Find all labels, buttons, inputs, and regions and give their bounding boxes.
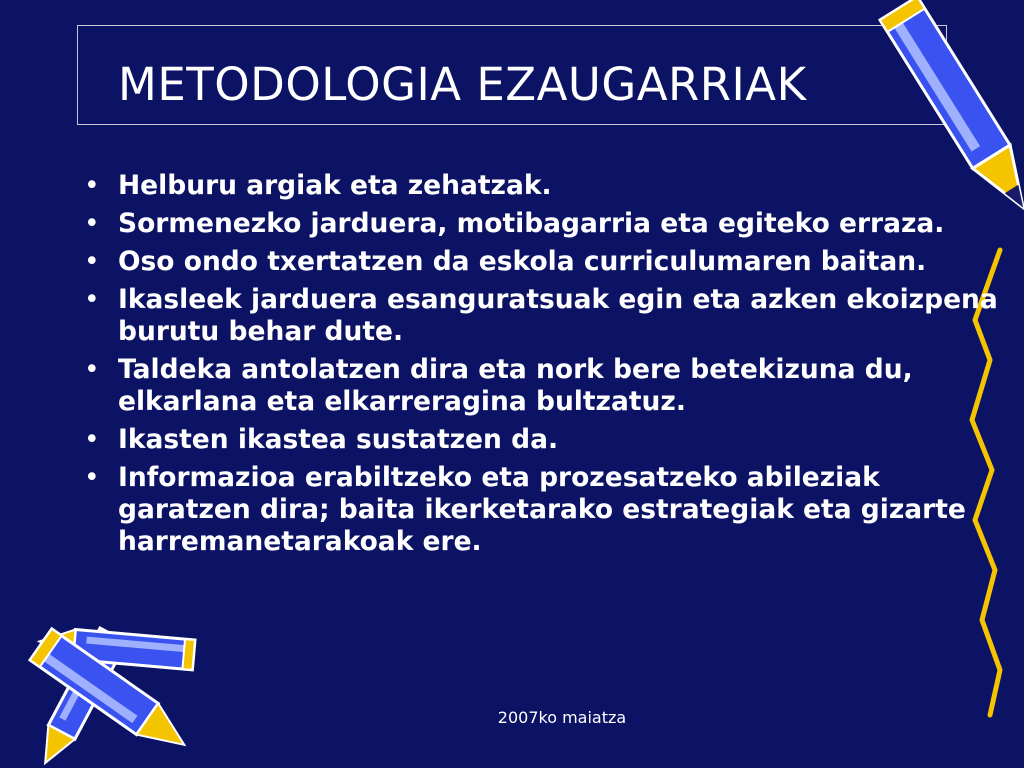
bullet-item: [80, 424, 1010, 456]
bullet-text: Helburu argiak eta zehatzak.: [118, 170, 552, 201]
bullet-text: Ikasten ikastea sustatzen da.: [118, 424, 559, 455]
bullet-item: [80, 462, 1010, 558]
bullet-item: [80, 170, 1010, 202]
bullet-text: Sormenezko jarduera, motibagarria eta egiteko erraza.: [118, 208, 945, 239]
bullet-item: [80, 354, 1010, 418]
bullet-dot: •: [84, 424, 100, 455]
bullet-text: Oso ondo txertatzen da eskola curriculumaren baitan.: [118, 246, 927, 277]
bullet-item: [80, 246, 1010, 278]
bullet-dot: •: [84, 354, 100, 385]
bullet-dot: •: [84, 246, 100, 277]
bullet-text: Taldeka antolatzen dira eta nork bere betekizuna du, elkarlana eta elkarreragina bultzatuz.: [118, 354, 913, 417]
bullet-dot: •: [84, 284, 100, 315]
slide-title: METODOLOGIA EZAUGARRIAK: [118, 58, 807, 111]
bullet-text: Informazioa erabiltzeko eta prozesatzeko abileziak garatzen dira; baita ikerketarako estrategiak eta gizarte harremanetarakoak ere.: [118, 462, 966, 557]
slide-footer: 2007ko maiatza: [497, 708, 627, 727]
bullet-dot: •: [84, 462, 100, 493]
bullet-list: [80, 170, 1010, 564]
bullet-dot: •: [84, 208, 100, 239]
bullet-dot: •: [84, 170, 100, 201]
bullet-item: [80, 284, 1010, 348]
bullet-item: [80, 208, 1010, 240]
bullet-text: Ikasleek jarduera esanguratsuak egin eta azken ekoizpena burutu behar dute.: [118, 284, 998, 347]
